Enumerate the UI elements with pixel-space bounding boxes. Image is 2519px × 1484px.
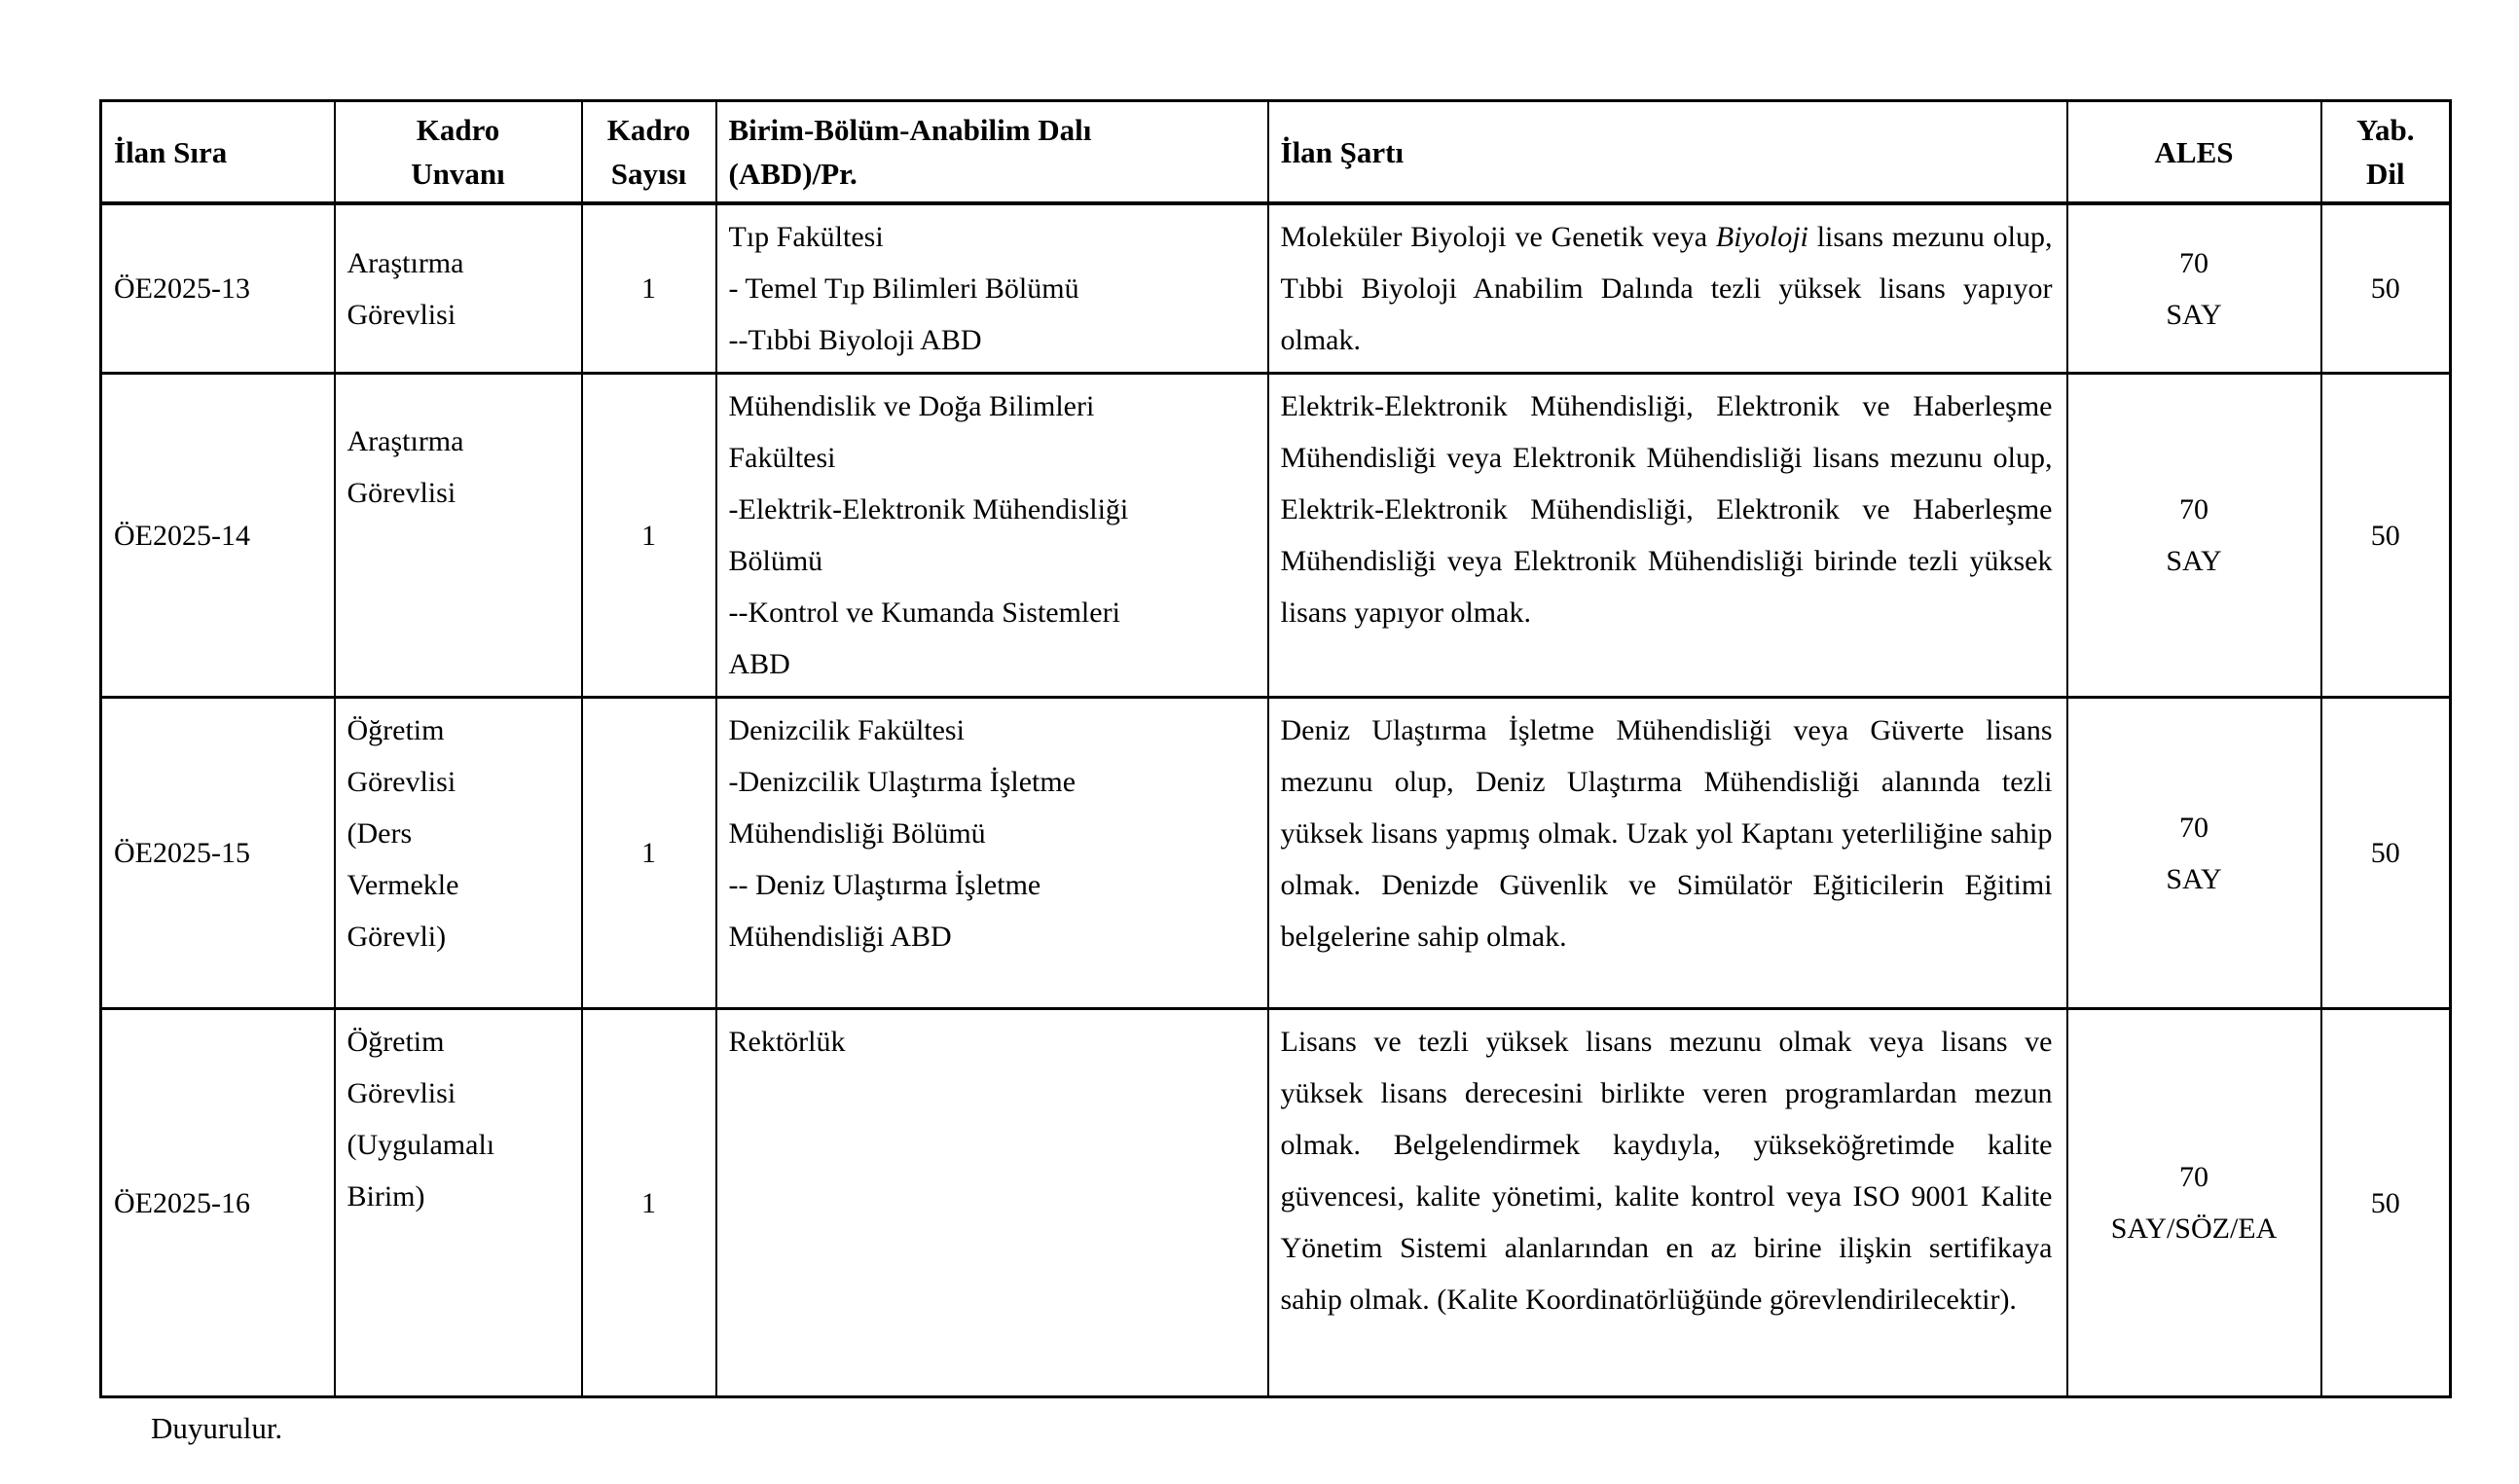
- table-row: [101, 698, 2451, 1009]
- header-ilan-sira: İlan Sıra: [101, 101, 335, 204]
- cell-yab-dil: 50: [2321, 374, 2451, 698]
- cell-ales: 70 SAY: [2067, 203, 2321, 374]
- cell-ilan-sarti: [1268, 374, 2067, 698]
- cell-ales: 70 SAY/SÖZ/EA: [2067, 1009, 2321, 1397]
- job-posting-table: [99, 99, 2452, 1398]
- cell-kadro-sayisi: 1: [582, 1009, 716, 1397]
- cell-yab-dil: 50: [2321, 203, 2451, 374]
- header-kadro-sayisi: Kadro Sayısı: [582, 101, 716, 204]
- cell-birim: Mühendislik ve Doğa Bilimleri Fakültesi -Elektrik-Elektronik Mühendisliği Bölümü --Kontrol ve Kumanda Sistemleri ABD: [716, 374, 1268, 698]
- cell-yab-dil: 50: [2321, 698, 2451, 1009]
- cell-ilan-sira: ÖE2025-14: [101, 374, 335, 698]
- sart-segment: Moleküler Biyoloji ve Genetik veya: [1280, 221, 1716, 253]
- table-body: [101, 203, 2451, 1397]
- cell-kadro-sayisi: 1: [582, 698, 716, 1009]
- cell-ilan-sarti: [1268, 203, 2067, 374]
- sart-segment: Elektrik-Elektronik Mühendisliği, Elektronik ve Haberleşme Mühendisliği veya Elektronik Mühendisliği lisans mezunu olup, Elektrik-Elektronik Mühendisliği, Elektronik ve Haberleşme Mühendisliği veya Elektronik Mühendisliği birinde tezli yüksek lisans yapıyor olmak.: [1280, 390, 2053, 629]
- cell-birim: Tıp Fakültesi - Temel Tıp Bilimleri Bölümü --Tıbbi Biyoloji ABD: [716, 203, 1268, 374]
- table-row: [101, 1009, 2451, 1397]
- cell-ilan-sira: ÖE2025-13: [101, 203, 335, 374]
- cell-ales: 70 SAY: [2067, 698, 2321, 1009]
- table-row: [101, 203, 2451, 374]
- cell-ilan-sarti: [1268, 1009, 2067, 1397]
- cell-yab-dil: 50: [2321, 1009, 2451, 1397]
- cell-kadro-unvani: Öğretim Görevlisi (Uygulamalı Birim): [335, 1009, 582, 1397]
- cell-kadro-sayisi: 1: [582, 203, 716, 374]
- header-kadro-unvani: Kadro Unvanı: [335, 101, 582, 204]
- cell-birim: Rektörlük: [716, 1009, 1268, 1397]
- sart-segment: Lisans ve tezli yüksek lisans mezunu olmak veya lisans ve yüksek lisans derecesini birlikte veren programlardan mezun olmak. Belgelendirmek kaydıyla, yükseköğretimde kalite güvencesi, kalite yönetimi, kalite kontrol veya ISO 9001 Kalite Yönetim Sistemi alanlarından en az birine ilişkin sertifikaya sahip olmak. (Kalite Koordinatörlüğünde görevlendirilecektir).: [1280, 1026, 2053, 1316]
- cell-ilan-sira: ÖE2025-16: [101, 1009, 335, 1397]
- cell-birim: Denizcilik Fakültesi -Denizcilik Ulaştırma İşletme Mühendisliği Bölümü -- Deniz Ulaştırma İşletme Mühendisliği ABD: [716, 698, 1268, 1009]
- cell-kadro-unvani: Araştırma Görevlisi: [335, 374, 582, 698]
- sart-italic-segment: Biyoloji: [1715, 221, 1808, 253]
- header-birim: Birim-Bölüm-Anabilim Dalı (ABD)/Pr.: [716, 101, 1268, 204]
- cell-ales: 70 SAY: [2067, 374, 2321, 698]
- cell-kadro-unvani: Öğretim Görevlisi (Ders Vermekle Görevli): [335, 698, 582, 1009]
- cell-kadro-sayisi: 1: [582, 374, 716, 698]
- sart-segment: Deniz Ulaştırma İşletme Mühendisliği veya Güverte lisans mezunu olup, Deniz Ulaştırma Mühendisliği alanında tezli yüksek lisans yapmış olmak. Uzak yol Kaptanı yeterliliğine sahip olmak. Denizde Güvenlik ve Simülatör Eğiticilerin Eğitimi belgelerine sahip olmak.: [1280, 714, 2053, 953]
- table-header: [101, 101, 2451, 204]
- cell-ilan-sira: ÖE2025-15: [101, 698, 335, 1009]
- header-yab-dil: Yab. Dil: [2321, 101, 2451, 204]
- header-ales: ALES: [2067, 101, 2321, 204]
- table-row: [101, 374, 2451, 698]
- cell-kadro-unvani: Araştırma Görevlisi: [335, 203, 582, 374]
- sart-segment: lisans mezunu olup, Tıbbi Biyoloji Anabilim Dalında tezli yüksek lisans yapıyor olmak.: [1280, 221, 2053, 356]
- header-row: [101, 101, 2451, 204]
- closing-text: Duyurulur.: [151, 1411, 283, 1445]
- cell-ilan-sarti: [1268, 698, 2067, 1009]
- header-ilan-sarti: İlan Şartı: [1268, 101, 2067, 204]
